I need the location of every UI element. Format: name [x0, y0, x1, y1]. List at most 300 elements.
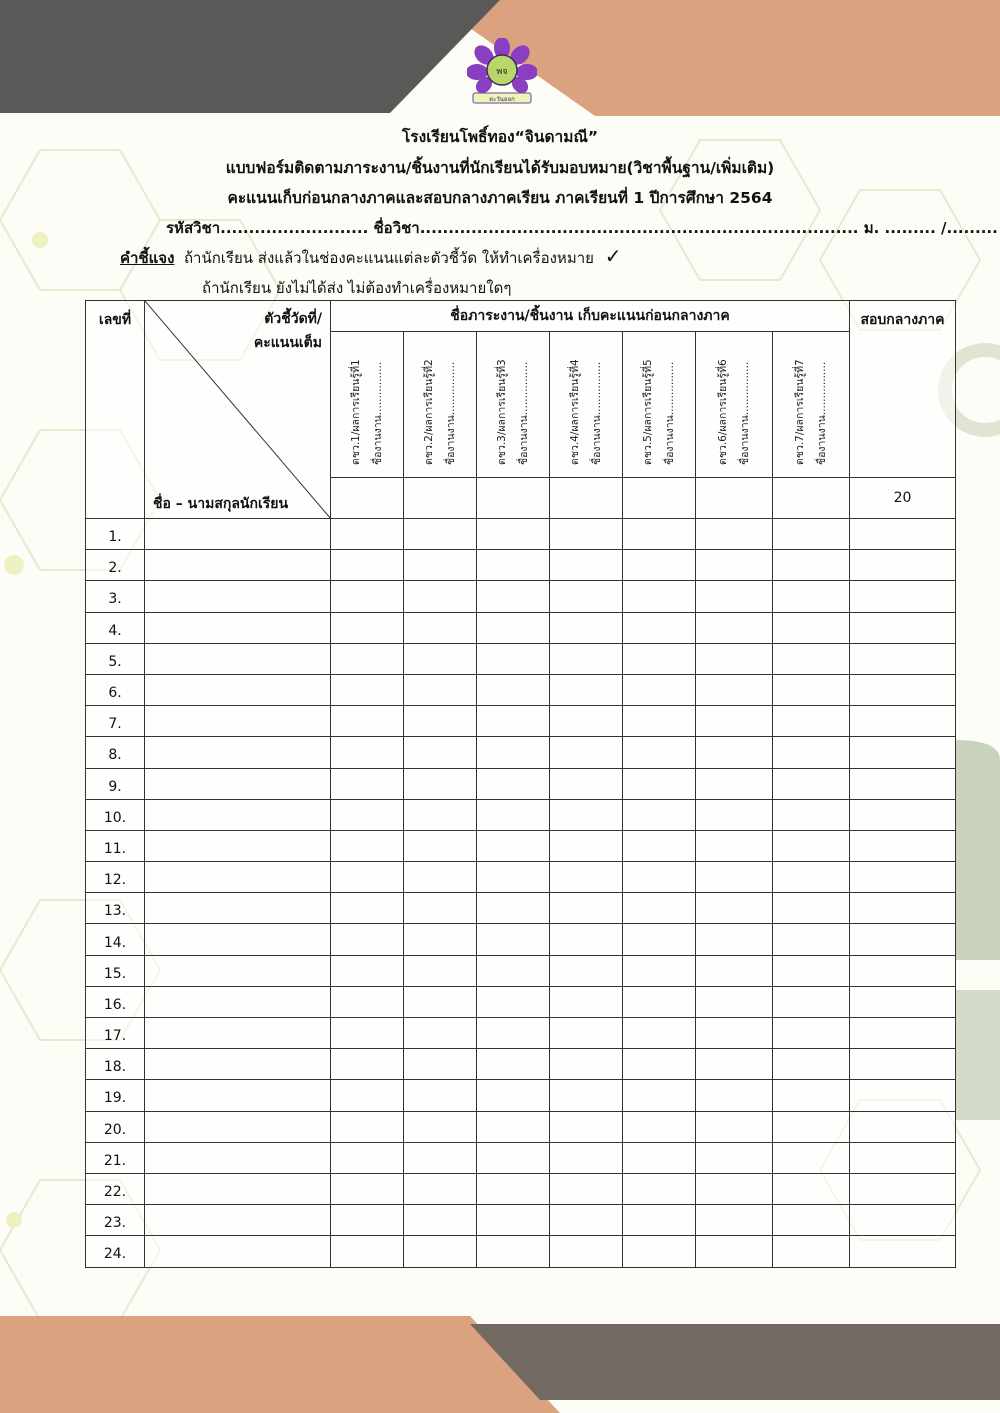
midterm-score-cell[interactable] [850, 862, 956, 893]
midterm-score-cell[interactable] [850, 1111, 956, 1142]
indicator-check-cell[interactable] [773, 612, 850, 643]
student-name-cell[interactable] [145, 1080, 331, 1111]
indicator-check-cell[interactable] [696, 1080, 773, 1111]
row-number: 22. [86, 1173, 145, 1204]
indicator-check-cell[interactable] [696, 1173, 773, 1204]
table-row [86, 581, 956, 612]
student-name-cell[interactable] [145, 643, 331, 674]
indicator-check-cell[interactable] [550, 893, 623, 924]
indicator-check-cell[interactable] [331, 1018, 404, 1049]
midterm-score-cell[interactable] [850, 737, 956, 768]
indicator-check-cell[interactable] [773, 1142, 850, 1173]
student-name-cell[interactable] [145, 862, 331, 893]
student-name-cell[interactable] [145, 893, 331, 924]
indicator-check-cell[interactable] [623, 1236, 696, 1267]
indicator-check-cell[interactable] [550, 830, 623, 861]
indicator-text-2 [418, 345, 462, 465]
indicator-check-cell[interactable] [331, 674, 404, 705]
indicator-check-cell[interactable] [331, 986, 404, 1017]
indicator-check-cell[interactable] [404, 581, 477, 612]
row-number: 21. [86, 1142, 145, 1173]
table-row [86, 955, 956, 986]
midterm-score-cell[interactable] [850, 1236, 956, 1267]
dark-band-bottom [470, 1324, 1000, 1400]
indicator-check-cell[interactable] [404, 955, 477, 986]
indicator-check-cell[interactable] [331, 799, 404, 830]
indicator-check-cell[interactable] [477, 830, 550, 861]
indicator-check-cell[interactable] [550, 1142, 623, 1173]
indicator-check-cell[interactable] [696, 612, 773, 643]
indicator-check-cell[interactable] [477, 1080, 550, 1111]
row-number: 14. [86, 924, 145, 955]
student-name-cell[interactable] [145, 830, 331, 861]
row-number: 4. [86, 612, 145, 643]
assignment-header: ชื่อภาระงาน/ชิ้นงาน เก็บคะแนนก่อนกลางภาค [331, 301, 850, 332]
student-name-cell[interactable] [145, 955, 331, 986]
student-name-cell[interactable] [145, 581, 331, 612]
indicator-check-cell[interactable] [404, 612, 477, 643]
checkmark-icon: ✓ [604, 244, 622, 268]
indicator-text-5 [637, 345, 681, 465]
indicator-check-cell[interactable] [404, 1018, 477, 1049]
indicator-full-score-2[interactable] [404, 478, 477, 519]
indicator-check-cell[interactable] [477, 643, 550, 674]
school-logo [467, 38, 537, 106]
indicator-check-cell[interactable] [331, 893, 404, 924]
indicator-check-cell[interactable] [550, 1236, 623, 1267]
indicator-check-cell[interactable] [773, 768, 850, 799]
row-number: 3. [86, 581, 145, 612]
table-row [86, 706, 956, 737]
student-name-cell[interactable] [145, 1173, 331, 1204]
indicator-title: ตชว.2/ผลการเรียนรู้ที่2 [423, 358, 435, 465]
student-name-cell[interactable] [145, 674, 331, 705]
midterm-score-cell[interactable] [850, 955, 956, 986]
indicator-check-cell[interactable] [477, 706, 550, 737]
indicator-check-cell[interactable] [773, 674, 850, 705]
table-row [86, 1018, 956, 1049]
indicator-check-cell[interactable] [696, 1236, 773, 1267]
indicator-check-cell[interactable] [550, 1049, 623, 1080]
indicator-check-cell[interactable] [404, 893, 477, 924]
indicator-check-cell[interactable] [773, 519, 850, 550]
indicator-check-cell[interactable] [404, 924, 477, 955]
indicator-check-cell[interactable] [404, 550, 477, 581]
midterm-score-cell[interactable] [850, 674, 956, 705]
indicator-check-cell[interactable] [773, 862, 850, 893]
table-row [86, 768, 956, 799]
indicator-check-cell[interactable] [623, 1080, 696, 1111]
indicator-check-cell[interactable] [773, 1236, 850, 1267]
indicator-check-cell[interactable] [331, 706, 404, 737]
header-diagonal-cell [145, 301, 331, 519]
indicator-check-cell[interactable] [773, 1049, 850, 1080]
row-number: 7. [86, 706, 145, 737]
indicator-check-cell[interactable] [773, 1018, 850, 1049]
indicator-check-cell[interactable] [623, 862, 696, 893]
indicator-check-cell[interactable] [550, 1173, 623, 1204]
indicator-work-name: ชื่องานงาน................ [739, 361, 751, 465]
row-number: 18. [86, 1049, 145, 1080]
indicator-check-cell[interactable] [404, 799, 477, 830]
indicator-check-cell[interactable] [331, 1049, 404, 1080]
student-name-cell[interactable] [145, 550, 331, 581]
indicator-full-score-5[interactable] [623, 478, 696, 519]
indicator-check-cell[interactable] [550, 986, 623, 1017]
indicator-check-cell[interactable] [477, 550, 550, 581]
midterm-score-cell[interactable] [850, 893, 956, 924]
table-row [86, 550, 956, 581]
table-row [86, 830, 956, 861]
indicator-check-cell[interactable] [477, 737, 550, 768]
midterm-score-cell[interactable] [850, 799, 956, 830]
indicator-check-cell[interactable] [623, 924, 696, 955]
indicator-full-score-7[interactable] [773, 478, 850, 519]
indicator-check-cell[interactable] [623, 706, 696, 737]
indicator-check-cell[interactable] [623, 1111, 696, 1142]
row-number: 9. [86, 768, 145, 799]
indicator-work-name: ชื่องานงาน................ [518, 361, 530, 465]
midterm-score-cell[interactable] [850, 643, 956, 674]
table-row [86, 1205, 956, 1236]
indicator-check-cell[interactable] [696, 1142, 773, 1173]
indicator-check-cell[interactable] [773, 1173, 850, 1204]
indicator-check-cell[interactable] [623, 1142, 696, 1173]
course-line: รหัสวิชา.......................... ชื่อวิชา............................................................................. ม. ......... /......... [166, 219, 998, 237]
row-number: 10. [86, 799, 145, 830]
indicator-check-cell[interactable] [404, 674, 477, 705]
indicator-text-6 [712, 345, 756, 465]
indicator-check-cell[interactable] [404, 986, 477, 1017]
indicator-work-name: ชื่องานงาน................ [372, 361, 384, 465]
score-table [85, 300, 956, 1268]
indicator-title: ตชว.6/ผลการเรียนรู้ที่6 [717, 358, 729, 465]
indicator-check-cell[interactable] [773, 737, 850, 768]
midterm-score-cell[interactable] [850, 581, 956, 612]
indicator-check-cell[interactable] [623, 612, 696, 643]
indicator-check-cell[interactable] [331, 955, 404, 986]
indicator-check-cell[interactable] [477, 768, 550, 799]
indicator-work-name: ชื่องานงาน................ [816, 361, 828, 465]
midterm-score-cell[interactable] [850, 612, 956, 643]
indicator-check-cell[interactable] [696, 706, 773, 737]
indicator-text-7 [789, 345, 833, 465]
indicator-check-cell[interactable] [623, 986, 696, 1017]
indicator-check-cell[interactable] [623, 893, 696, 924]
indicator-check-cell[interactable] [404, 1236, 477, 1267]
indicator-check-cell[interactable] [404, 1173, 477, 1204]
indicator-check-cell[interactable] [550, 612, 623, 643]
indicator-check-cell[interactable] [696, 955, 773, 986]
midterm-score-cell[interactable] [850, 1173, 956, 1204]
table-row [86, 862, 956, 893]
indicator-check-cell[interactable] [773, 893, 850, 924]
table-row [86, 1173, 956, 1204]
indicator-check-cell[interactable] [477, 799, 550, 830]
indicator-full-score-4[interactable] [550, 478, 623, 519]
midterm-score-cell[interactable] [850, 1049, 956, 1080]
midterm-full-score: 20 [850, 478, 956, 519]
midterm-score-cell[interactable] [850, 706, 956, 737]
indicator-check-cell[interactable] [404, 706, 477, 737]
indicator-check-cell[interactable] [331, 737, 404, 768]
row-number: 16. [86, 986, 145, 1017]
indicator-full-score-6[interactable] [696, 478, 773, 519]
indicator-header-7 [773, 332, 850, 478]
midterm-score-cell[interactable] [850, 830, 956, 861]
indicator-check-cell[interactable] [550, 768, 623, 799]
indicator-header-1 [331, 332, 404, 478]
indicator-title: ตชว.7/ผลการเรียนรู้ที่7 [794, 358, 806, 465]
indicator-check-cell[interactable] [623, 1173, 696, 1204]
row-number: 24. [86, 1236, 145, 1267]
indicator-check-cell[interactable] [696, 1205, 773, 1236]
student-name-cell[interactable] [145, 706, 331, 737]
indicator-check-cell[interactable] [696, 924, 773, 955]
student-name-cell[interactable] [145, 1018, 331, 1049]
row-number: 12. [86, 862, 145, 893]
indicator-check-cell[interactable] [331, 1236, 404, 1267]
midterm-score-cell[interactable] [850, 1018, 956, 1049]
indicator-check-cell[interactable] [404, 1111, 477, 1142]
indicator-check-cell[interactable] [477, 1142, 550, 1173]
indicator-check-cell[interactable] [404, 643, 477, 674]
indicator-text-1 [345, 345, 389, 465]
indicator-check-cell[interactable] [331, 768, 404, 799]
indicator-check-cell[interactable] [773, 706, 850, 737]
indicator-work-name: ชื่องานงาน................ [445, 361, 457, 465]
indicator-check-cell[interactable] [477, 1049, 550, 1080]
indicator-text-3 [491, 345, 535, 465]
indicator-check-cell[interactable] [477, 674, 550, 705]
indicator-check-cell[interactable] [623, 550, 696, 581]
indicator-check-cell[interactable] [773, 1111, 850, 1142]
full-score-label: คะแนนเต็ม [253, 335, 322, 351]
indicator-check-cell[interactable] [477, 986, 550, 1017]
student-name-cell[interactable] [145, 1236, 331, 1267]
indicator-work-name: ชื่องานงาน................ [664, 361, 676, 465]
indicator-check-cell[interactable] [696, 768, 773, 799]
indicator-check-cell[interactable] [477, 1173, 550, 1204]
indicator-check-cell[interactable] [773, 581, 850, 612]
indicator-check-cell[interactable] [696, 986, 773, 1017]
indicator-check-cell[interactable] [331, 643, 404, 674]
table-row [86, 1080, 956, 1111]
indicator-check-cell[interactable] [477, 519, 550, 550]
indicator-check-cell[interactable] [623, 737, 696, 768]
indicator-check-cell[interactable] [696, 674, 773, 705]
row-number: 19. [86, 1080, 145, 1111]
indicator-header-2 [404, 332, 477, 478]
indicator-title: ตชว.1/ผลการเรียนรู้ที่1 [350, 358, 362, 465]
row-number: 13. [86, 893, 145, 924]
row-number: 15. [86, 955, 145, 986]
indicator-check-cell[interactable] [696, 799, 773, 830]
student-name-cell[interactable] [145, 1111, 331, 1142]
indicator-check-cell[interactable] [550, 674, 623, 705]
indicator-check-cell[interactable] [696, 737, 773, 768]
indicator-check-cell[interactable] [773, 830, 850, 861]
indicator-check-cell[interactable] [623, 1205, 696, 1236]
midterm-score-cell[interactable] [850, 986, 956, 1017]
midterm-score-cell[interactable] [850, 519, 956, 550]
indicator-check-cell[interactable] [696, 643, 773, 674]
indicator-check-cell[interactable] [773, 799, 850, 830]
indicator-check-cell[interactable] [404, 830, 477, 861]
indicator-check-cell[interactable] [404, 768, 477, 799]
indicator-header-4 [550, 332, 623, 478]
row-number: 17. [86, 1018, 145, 1049]
indicator-check-cell[interactable] [773, 924, 850, 955]
student-name-cell[interactable] [145, 924, 331, 955]
midterm-score-cell[interactable] [850, 1142, 956, 1173]
row-number: 1. [86, 519, 145, 550]
indicator-check-cell[interactable] [404, 1049, 477, 1080]
indicator-title: ตชว.4/ผลการเรียนรู้ที่4 [569, 358, 581, 465]
indicator-check-cell[interactable] [404, 1142, 477, 1173]
indicator-check-cell[interactable] [550, 924, 623, 955]
row-number: 20. [86, 1111, 145, 1142]
student-name-cell[interactable] [145, 612, 331, 643]
midterm-score-cell[interactable] [850, 924, 956, 955]
row-number: 23. [86, 1205, 145, 1236]
indicator-check-cell[interactable] [773, 1205, 850, 1236]
indicator-check-cell[interactable] [550, 550, 623, 581]
indicator-check-cell[interactable] [477, 955, 550, 986]
table-row [86, 737, 956, 768]
indicator-check-cell[interactable] [623, 1018, 696, 1049]
indicator-check-cell[interactable] [623, 955, 696, 986]
indicator-check-cell[interactable] [550, 737, 623, 768]
indicator-header-5 [623, 332, 696, 478]
indicator-check-cell[interactable] [404, 1205, 477, 1236]
indicator-check-cell[interactable] [550, 1080, 623, 1111]
indicator-check-cell[interactable] [773, 550, 850, 581]
table-row [86, 1111, 956, 1142]
instruction-text-1: ถ้านักเรียน ส่งแล้วในช่องคะแนนแต่ละตัวชี้วัด ให้ทำเครื่องหมาย [183, 249, 594, 267]
indicator-check-cell[interactable] [773, 1080, 850, 1111]
indicator-check-cell[interactable] [550, 519, 623, 550]
indicator-check-cell[interactable] [623, 519, 696, 550]
indicator-check-cell[interactable] [477, 612, 550, 643]
indicator-check-cell[interactable] [696, 581, 773, 612]
row-number: 2. [86, 550, 145, 581]
indicator-check-cell[interactable] [550, 706, 623, 737]
dark-band-top [0, 0, 500, 113]
indicator-check-cell[interactable] [331, 1080, 404, 1111]
indicator-check-cell[interactable] [550, 955, 623, 986]
midterm-score-cell[interactable] [850, 1080, 956, 1111]
indicator-check-cell[interactable] [623, 674, 696, 705]
indicator-check-cell[interactable] [550, 643, 623, 674]
indicator-full-score-1[interactable] [331, 478, 404, 519]
row-number: 5. [86, 643, 145, 674]
indicator-check-cell[interactable] [477, 924, 550, 955]
indicator-check-cell[interactable] [477, 893, 550, 924]
midterm-score-cell[interactable] [850, 550, 956, 581]
indicator-full-score-3[interactable] [477, 478, 550, 519]
indicator-check-cell[interactable] [773, 986, 850, 1017]
midterm-score-cell[interactable] [850, 768, 956, 799]
indicator-check-cell[interactable] [331, 1173, 404, 1204]
logo-motto: ตะวันออก [489, 96, 515, 103]
table-row [86, 519, 956, 550]
indicator-check-cell[interactable] [331, 581, 404, 612]
indicator-check-cell[interactable] [696, 1049, 773, 1080]
midterm-header: สอบกลางภาค [850, 301, 956, 478]
indicator-check-cell[interactable] [696, 519, 773, 550]
indicator-check-cell[interactable] [477, 1236, 550, 1267]
indicator-check-cell[interactable] [623, 830, 696, 861]
indicator-check-cell[interactable] [331, 1142, 404, 1173]
indicator-check-cell[interactable] [404, 519, 477, 550]
student-name-cell[interactable] [145, 799, 331, 830]
table-row [86, 1049, 956, 1080]
indicator-check-cell[interactable] [623, 581, 696, 612]
midterm-score-cell[interactable] [850, 1205, 956, 1236]
student-name-cell[interactable] [145, 1049, 331, 1080]
indicator-check-cell[interactable] [696, 893, 773, 924]
indicator-check-cell[interactable] [404, 1080, 477, 1111]
indicator-check-cell[interactable] [696, 830, 773, 861]
student-name-cell[interactable] [145, 986, 331, 1017]
school-name: โรงเรียนโพธิ์ทอง“จินดามณี” [401, 128, 599, 146]
indicator-check-cell[interactable] [477, 581, 550, 612]
indicator-check-cell[interactable] [404, 737, 477, 768]
indicator-check-cell[interactable] [550, 1205, 623, 1236]
indicator-check-cell[interactable] [331, 550, 404, 581]
indicator-check-cell[interactable] [331, 830, 404, 861]
indicator-check-cell[interactable] [696, 1111, 773, 1142]
indicator-check-cell[interactable] [623, 1049, 696, 1080]
indicator-check-cell[interactable] [477, 1111, 550, 1142]
indicator-check-cell[interactable] [623, 643, 696, 674]
indicator-check-cell[interactable] [773, 643, 850, 674]
indicator-check-cell[interactable] [331, 612, 404, 643]
indicator-check-cell[interactable] [623, 768, 696, 799]
indicator-check-cell[interactable] [550, 1018, 623, 1049]
indicator-check-cell[interactable] [696, 862, 773, 893]
student-name-cell[interactable] [145, 768, 331, 799]
table-row [86, 893, 956, 924]
student-name-cell[interactable] [145, 1142, 331, 1173]
indicator-check-cell[interactable] [477, 862, 550, 893]
indicator-check-cell[interactable] [550, 581, 623, 612]
indicator-check-cell[interactable] [331, 1205, 404, 1236]
student-name-cell[interactable] [145, 519, 331, 550]
indicator-check-cell[interactable] [404, 862, 477, 893]
indicator-title: ตชว.3/ผลการเรียนรู้ที่3 [496, 358, 508, 465]
indicator-check-cell[interactable] [331, 519, 404, 550]
indicator-check-cell[interactable] [550, 1111, 623, 1142]
form-subtitle: คะแนนเก็บก่อนกลางภาคและสอบกลางภาคเรียน ภาคเรียนที่ 1 ปีการศึกษา 2564 [227, 189, 773, 207]
indicator-check-cell[interactable] [477, 1018, 550, 1049]
indicator-check-cell[interactable] [696, 550, 773, 581]
student-name-label: ชื่อ – นามสกุลนักเรียน [153, 496, 289, 512]
indicator-check-cell[interactable] [773, 955, 850, 986]
indicator-check-cell[interactable] [331, 924, 404, 955]
student-name-cell[interactable] [145, 1205, 331, 1236]
indicator-check-cell[interactable] [331, 862, 404, 893]
indicator-check-cell[interactable] [550, 799, 623, 830]
indicator-check-cell[interactable] [331, 1111, 404, 1142]
row-number: 11. [86, 830, 145, 861]
indicator-check-cell[interactable] [696, 1018, 773, 1049]
student-name-cell[interactable] [145, 737, 331, 768]
indicator-check-cell[interactable] [477, 1205, 550, 1236]
indicator-check-cell[interactable] [550, 862, 623, 893]
indicator-check-cell[interactable] [623, 799, 696, 830]
